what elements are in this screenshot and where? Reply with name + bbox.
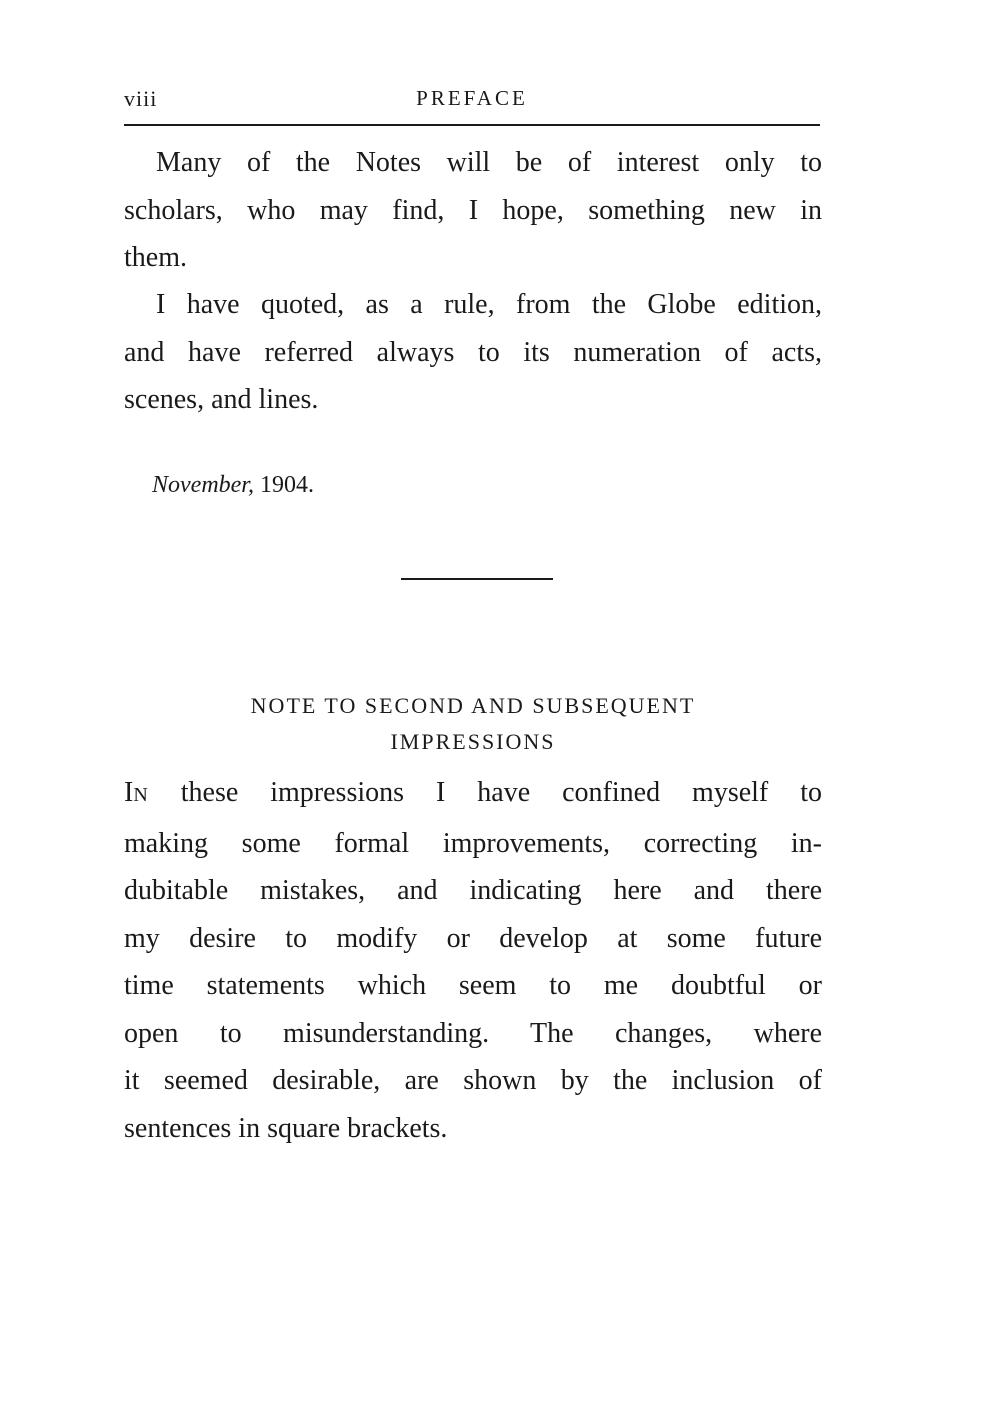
preface-paragraph-globe-edition	[124, 281, 822, 424]
text-line: I have quoted, as a rule, from the Globe edition,	[156, 289, 822, 320]
small-caps-letters: N	[133, 784, 149, 806]
text-line: it seemed desirable, are shown by the inclusion of	[124, 1065, 822, 1096]
first-line-text: these impressions I have confined myself to	[148, 777, 822, 808]
running-head-rule	[124, 124, 820, 126]
text-line: and have referred always to its numeration of acts,	[124, 336, 822, 368]
note-heading-line: NOTE TO SECOND AND SUBSEQUENT	[250, 693, 696, 718]
note-heading	[124, 688, 822, 760]
note-heading-line: IMPRESSIONS	[390, 729, 556, 754]
date-month: November,	[152, 472, 254, 498]
text-line: Many of the Notes will be of interest only to	[156, 147, 822, 178]
preface-date	[152, 472, 314, 499]
text-line: sentences in square brackets.	[124, 1112, 448, 1144]
text-line: them.	[124, 242, 187, 273]
text-line: my desire to modify or develop at some future	[124, 922, 822, 954]
date-year: 1904.	[259, 472, 314, 498]
note-paragraph	[124, 769, 822, 1152]
running-head	[124, 86, 820, 116]
text-line: time statements which seem to me doubtful or	[124, 970, 822, 1001]
text-line: dubitable mistakes, and indicating here and there	[124, 875, 822, 906]
text-line: making some formal improvements, correcting in-	[124, 827, 822, 859]
running-head-title: PREFACE	[416, 86, 528, 110]
text-line: scenes, and lines.	[124, 384, 319, 415]
preface-paragraph-notes	[124, 139, 822, 282]
page-number: viii	[124, 86, 158, 111]
text-line: open to misunderstanding. The changes, where	[124, 1017, 822, 1049]
text-line: scholars, who may find, I hope, something new in	[124, 194, 822, 226]
drop-letter: I	[124, 777, 134, 808]
section-divider	[401, 578, 553, 580]
text-line	[124, 769, 822, 820]
